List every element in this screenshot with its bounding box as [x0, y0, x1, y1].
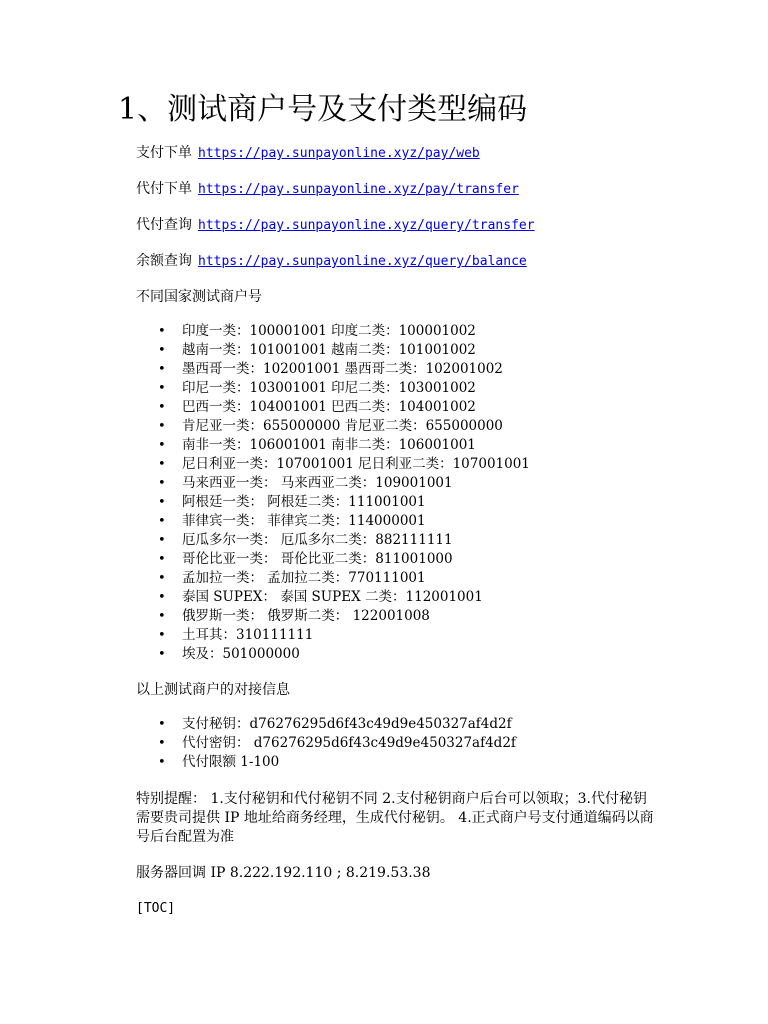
special-note: 特别提醒： 1.支付秘钥和代付秘钥不同 2.支付秘钥商户后台可以领取；3.代付秘钥需要贵司提供 IP 地址给商务经理，生成代付秘钥。 4.正式商户号支付通道编码以商号后台配置为准: [136, 791, 654, 845]
endpoint-link[interactable]: https://pay.sunpayonline.xyz/pay/web: [198, 146, 480, 161]
endpoint-query-balance: [136, 252, 527, 271]
list-item: • 代付限额 1-100: [0, 753, 516, 772]
endpoint-label: 代付下单: [136, 181, 192, 197]
list-item: • 厄瓜多尔一类： 厄瓜多尔二类：882111111: [0, 531, 530, 550]
endpoint-pay-web: [136, 144, 480, 163]
integration-list: [0, 715, 516, 772]
endpoint-label: 支付下单: [136, 145, 192, 161]
list-item: • 越南一类：101001001 越南二类：101001002: [0, 341, 530, 360]
list-item: • 巴西一类：104001001 巴西二类：104001002: [0, 398, 530, 417]
merchants-heading: 不同国家测试商户号: [136, 289, 262, 305]
merchant-list: [0, 322, 530, 664]
list-item: • 泰国 SUPEX： 泰国 SUPEX 二类：112001001: [0, 588, 530, 607]
endpoint-label: 代付查询: [136, 217, 192, 233]
toc-marker: [TOC]: [136, 901, 176, 916]
list-item: • 墨西哥一类：102001001 墨西哥二类：102001002: [0, 360, 530, 379]
list-item: • 印度一类：100001001 印度二类：100001002: [0, 322, 530, 341]
list-item: • 埃及：501000000: [0, 645, 530, 664]
list-item: • 代付密钥： d76276295d6f43c49d9e450327af4d2f: [0, 734, 516, 753]
list-item: • 孟加拉一类： 孟加拉二类：770111001: [0, 569, 530, 588]
list-item: • 尼日利亚一类：107001001 尼日利亚二类：107001001: [0, 455, 530, 474]
list-item: • 阿根廷一类： 阿根廷二类：111001001: [0, 493, 530, 512]
endpoint-link[interactable]: https://pay.sunpayonline.xyz/pay/transfer: [198, 182, 519, 197]
list-item: • 哥伦比亚一类： 哥伦比亚二类：811001000: [0, 550, 530, 569]
integration-heading: 以上测试商户的对接信息: [136, 682, 290, 698]
list-item: • 南非一类：106001001 南非二类：106001001: [0, 436, 530, 455]
list-item: • 俄罗斯一类： 俄罗斯二类： 122001008: [0, 607, 530, 626]
endpoint-link[interactable]: https://pay.sunpayonline.xyz/query/balance: [198, 254, 527, 269]
list-item: • 印尼一类：103001001 印尼二类：103001002: [0, 379, 530, 398]
callback-ip: 服务器回调 IP 8.222.192.110 ; 8.219.53.38: [136, 865, 431, 881]
endpoint-query-transfer: [136, 216, 535, 235]
list-item: • 马来西亚一类： 马来西亚二类：109001001: [0, 474, 530, 493]
list-item: • 支付秘钥：d76276295d6f43c49d9e450327af4d2f: [0, 715, 516, 734]
endpoint-pay-transfer: [136, 180, 519, 199]
list-item: • 肯尼亚一类：655000000 肯尼亚二类：655000000: [0, 417, 530, 436]
endpoint-link[interactable]: https://pay.sunpayonline.xyz/query/transfer: [198, 218, 535, 233]
endpoint-label: 余额查询: [136, 253, 192, 269]
page-title: 1、测试商户号及支付类型编码: [118, 92, 528, 127]
list-item: • 菲律宾一类： 菲律宾二类：114000001: [0, 512, 530, 531]
list-item: • 土耳其：310111111: [0, 626, 530, 645]
